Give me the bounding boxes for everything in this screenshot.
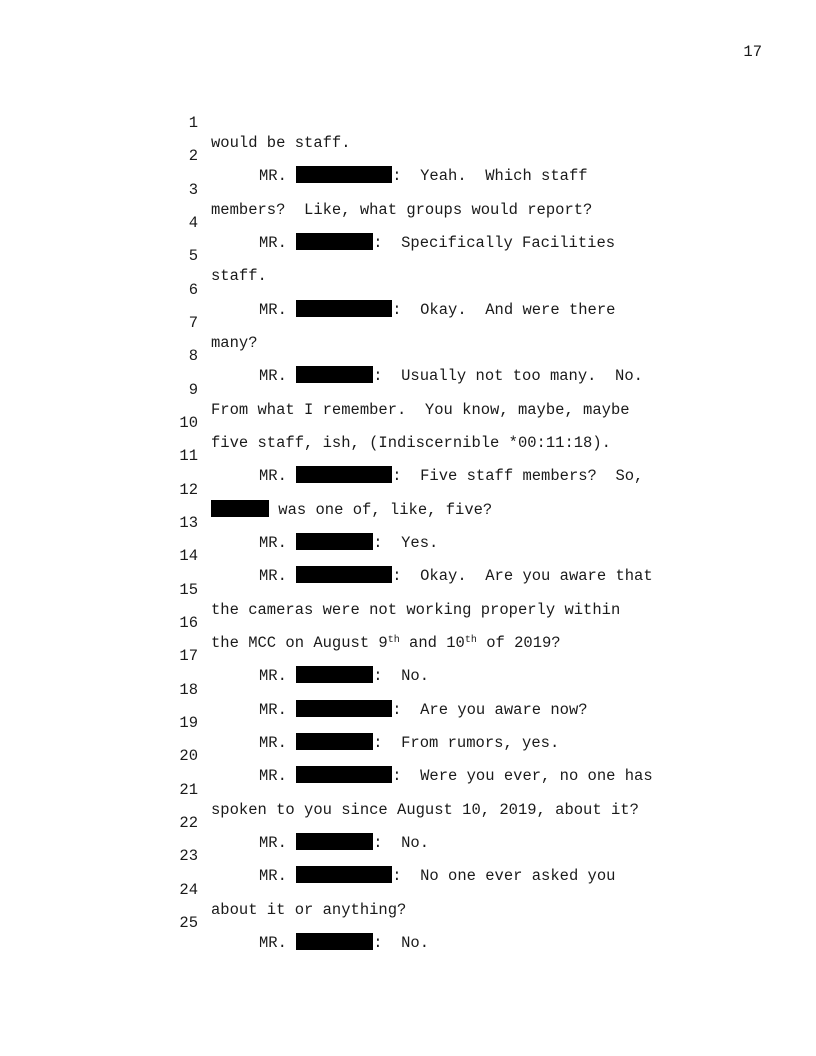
redaction-box: [296, 366, 373, 383]
speaker-title: MR.: [259, 867, 287, 885]
redaction-box: [211, 500, 269, 517]
speaker-title: MR.: [259, 234, 287, 252]
line-number: 9: [188, 381, 198, 399]
redaction-box: [296, 233, 373, 250]
redaction-box: [296, 733, 373, 750]
speaker-title: MR.: [259, 167, 287, 185]
transcript-line: [0, 326, 643, 385]
transcript-line: [0, 826, 616, 885]
line-text: : No.: [373, 934, 430, 952]
transcript-line: [0, 293, 258, 352]
line-text: : No.: [373, 667, 430, 685]
speaker-title: MR.: [259, 701, 287, 719]
line-number: 21: [179, 781, 198, 799]
line-number: 14: [179, 547, 198, 565]
line-number: 7: [188, 314, 198, 332]
line-number: 18: [179, 681, 198, 699]
speaker-title: MR.: [259, 734, 287, 752]
line-text: many?: [211, 334, 258, 352]
redaction-box: [296, 866, 392, 883]
line-text: spoken to you since August 10, 2019, about it?: [211, 801, 639, 819]
line-number: 19: [179, 714, 198, 732]
line-text: : Five staff members? So,: [392, 467, 644, 485]
line-text: the cameras were not working properly within: [211, 601, 621, 619]
line-number: 12: [179, 481, 198, 499]
redaction-box: [296, 766, 392, 783]
line-number: 6: [188, 281, 198, 299]
line-text: : Okay. Are you aware that: [392, 567, 653, 585]
line-text: : Were you ever, no one has: [392, 767, 653, 785]
redaction-box: [296, 700, 392, 717]
line-text: the MCC on August 9th and 10th of 2019?: [211, 634, 561, 652]
speaker-title: MR.: [259, 567, 287, 585]
line-number: 24: [179, 881, 198, 899]
page-number: 17: [743, 43, 762, 61]
speaker-title: MR.: [259, 301, 287, 319]
line-text: : Yeah. Which staff: [392, 167, 588, 185]
line-number: 3: [188, 181, 198, 199]
redaction-box: [296, 533, 373, 550]
redaction-box: [296, 933, 373, 950]
line-text: : Okay. And were there: [392, 301, 616, 319]
line-number: 22: [179, 814, 198, 832]
line-text: about it or anything?: [211, 901, 407, 919]
line-number: 1: [188, 114, 198, 132]
line-number: 15: [179, 581, 198, 599]
line-number: 8: [188, 347, 198, 365]
line-number: 11: [179, 447, 198, 465]
speaker-title: MR.: [259, 467, 287, 485]
redaction-box: [296, 300, 392, 317]
line-number: 4: [188, 214, 198, 232]
line-text: : Specifically Facilities: [373, 234, 616, 252]
line-number: 13: [179, 514, 198, 532]
speaker-title: MR.: [259, 534, 287, 552]
redaction-box: [296, 466, 392, 483]
line-text: : Usually not too many. No.: [373, 367, 643, 385]
line-number: 25: [179, 914, 198, 932]
speaker-title: MR.: [259, 667, 287, 685]
line-number: 16: [179, 614, 198, 632]
transcript-line: [0, 660, 588, 719]
speaker-title: MR.: [259, 934, 287, 952]
line-text: : From rumors, yes.: [373, 734, 560, 752]
line-number: 2: [188, 147, 198, 165]
redaction-box: [296, 666, 373, 683]
transcript-line: [0, 226, 267, 285]
speaker-title: MR.: [259, 834, 287, 852]
line-text: staff.: [211, 267, 267, 285]
line-text: : No one ever asked you: [392, 867, 616, 885]
line-text: : Yes.: [373, 534, 439, 552]
redaction-box: [296, 833, 373, 850]
transcript-line: [0, 93, 351, 152]
line-text: would be staff.: [211, 134, 351, 152]
line-number: 17: [179, 647, 198, 665]
redaction-box: [296, 566, 392, 583]
line-text: : Are you aware now?: [392, 701, 588, 719]
line-text: : No.: [373, 834, 430, 852]
line-number: 23: [179, 847, 198, 865]
line-text: From what I remember. You know, maybe, maybe: [211, 401, 630, 419]
line-text: was one of, like, five?: [269, 501, 493, 519]
speaker-title: MR.: [259, 367, 287, 385]
line-text: members? Like, what groups would report?: [211, 201, 593, 219]
speaker-title: MR.: [259, 767, 287, 785]
redaction-box: [296, 166, 392, 183]
line-text: five staff, ish, (Indiscernible *00:11:18).: [211, 434, 611, 452]
line-number: 10: [179, 414, 198, 432]
line-number: 5: [188, 247, 198, 265]
line-number: 20: [179, 747, 198, 765]
